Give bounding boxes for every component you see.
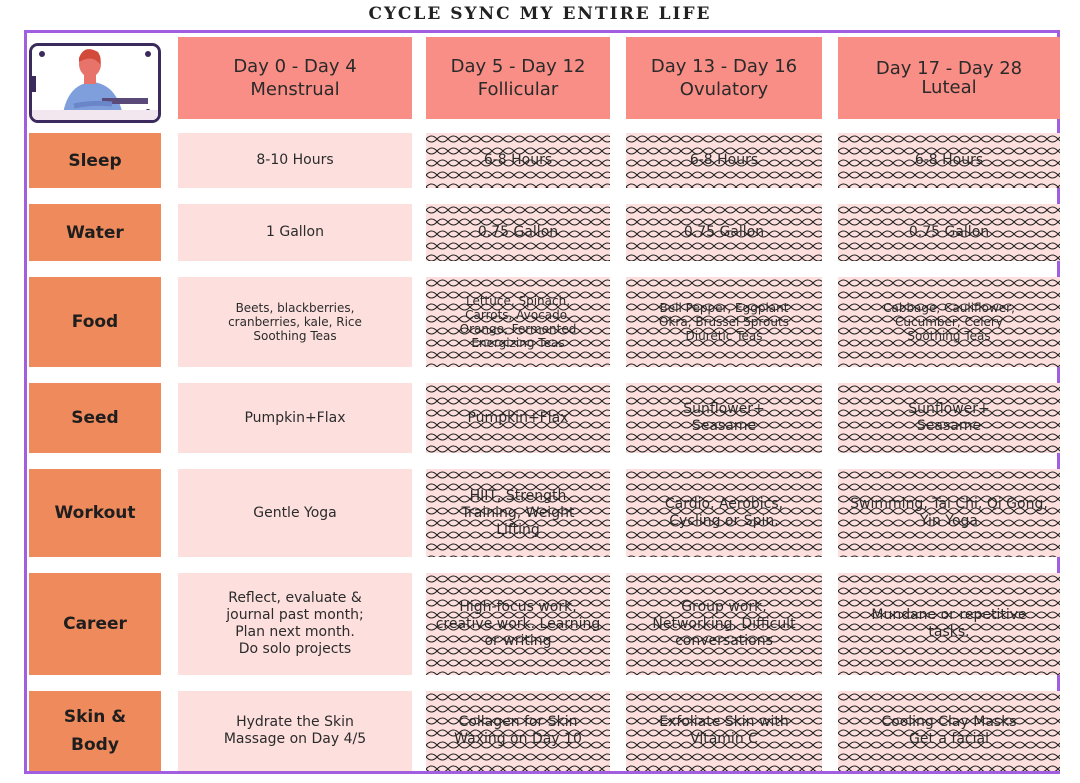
phase-days: Day 13 - Day 16 (650, 56, 798, 77)
cell-food-ovulatory: Bell Pepper, Eggplant Okra, Brussel Sprouts Diuretic Teas (626, 277, 822, 367)
row-label-workout: Workout (29, 469, 161, 557)
row-label-seed: Seed (29, 383, 161, 453)
cell-water-luteal: 0.75 Gallon (838, 204, 1060, 261)
cell-career-luteal: Mundane or repetitive tasks. (838, 573, 1060, 675)
cell-workout-ovulatory: Cardio, Aerobics, Cycling or Spin. (626, 469, 822, 557)
cell-sleep-luteal: 6-8 Hours (838, 133, 1060, 188)
cell-skin-ovulatory: Exfoliate Skin with Vitamin C (626, 691, 822, 771)
phase-name: Luteal (921, 77, 977, 98)
cell-workout-luteal: Swimming, Tai Chi, Qi Gong, Yin Yoga (838, 469, 1060, 557)
phase-days: Day 0 - Day 4 (233, 56, 357, 77)
phase-header-follicular (426, 37, 610, 119)
cell-workout-follicular: HIIT, Strength Training, Weight Lifting (426, 469, 610, 557)
cell-water-menstrual: 1 Gallon (178, 204, 412, 261)
row-label-career: Career (29, 573, 161, 675)
cell-skin-luteal: Cooling Clay Masks Get a facial (838, 691, 1060, 771)
row-label-skin-body: Skin & Body (29, 691, 161, 771)
phase-name: Menstrual (250, 79, 340, 100)
cell-sleep-follicular: 6-8 Hours (426, 133, 610, 188)
woman-laptop-illustration (29, 43, 161, 123)
cell-water-follicular: 0.75 Gallon (426, 204, 610, 261)
cell-workout-menstrual: Gentle Yoga (178, 469, 412, 557)
cycle-table (24, 30, 1060, 774)
cell-food-luteal: Cabbage, Cauliflower, Cucumber, Celery Soothing Teas (838, 277, 1060, 367)
cell-career-follicular: High-focus work, creative work. Learning or writing (426, 573, 610, 675)
cell-food-menstrual: Beets, blackberries, cranberries, kale, Rice Soothing Teas (178, 277, 412, 367)
page-title: CYCLE SYNC MY ENTIRE LIFE (368, 4, 712, 24)
phase-header-luteal (838, 37, 1060, 119)
cell-water-ovulatory: 0.75 Gallon (626, 204, 822, 261)
cell-sleep-ovulatory: 6-8 Hours (626, 133, 822, 188)
cell-skin-menstrual: Hydrate the Skin Massage on Day 4/5 (178, 691, 412, 771)
cell-food-follicular: Lettuce, Spinach, Carrots, Avocado, Orange, Fermented Energizing Teas (426, 277, 610, 367)
cell-career-ovulatory: Group work, Networking, Difficult conversations (626, 573, 822, 675)
phase-header-ovulatory (626, 37, 822, 119)
phase-name: Follicular (477, 79, 559, 100)
phase-header-menstrual (178, 37, 412, 119)
cell-seed-luteal: Sunflower+ Seasame (838, 383, 1060, 453)
phase-name: Ovulatory (679, 79, 769, 100)
phase-days: Day 17 - Day 28 (875, 58, 1023, 79)
cell-seed-follicular: Pumpkin+Flax (426, 383, 610, 453)
cell-skin-follicular: Collagen for Skin Waxing on Day 10 (426, 691, 610, 771)
row-label-water: Water (29, 204, 161, 261)
phase-days: Day 5 - Day 12 (450, 56, 586, 77)
cell-seed-menstrual: Pumpkin+Flax (178, 383, 412, 453)
cell-seed-ovulatory: Sunflower+ Seasame (626, 383, 822, 453)
row-label-sleep: Sleep (29, 133, 161, 188)
cell-career-menstrual: Reflect, evaluate & journal past month; Plan next month. Do solo projects (178, 573, 412, 675)
cell-sleep-menstrual: 8-10 Hours (178, 133, 412, 188)
row-label-food: Food (29, 277, 161, 367)
